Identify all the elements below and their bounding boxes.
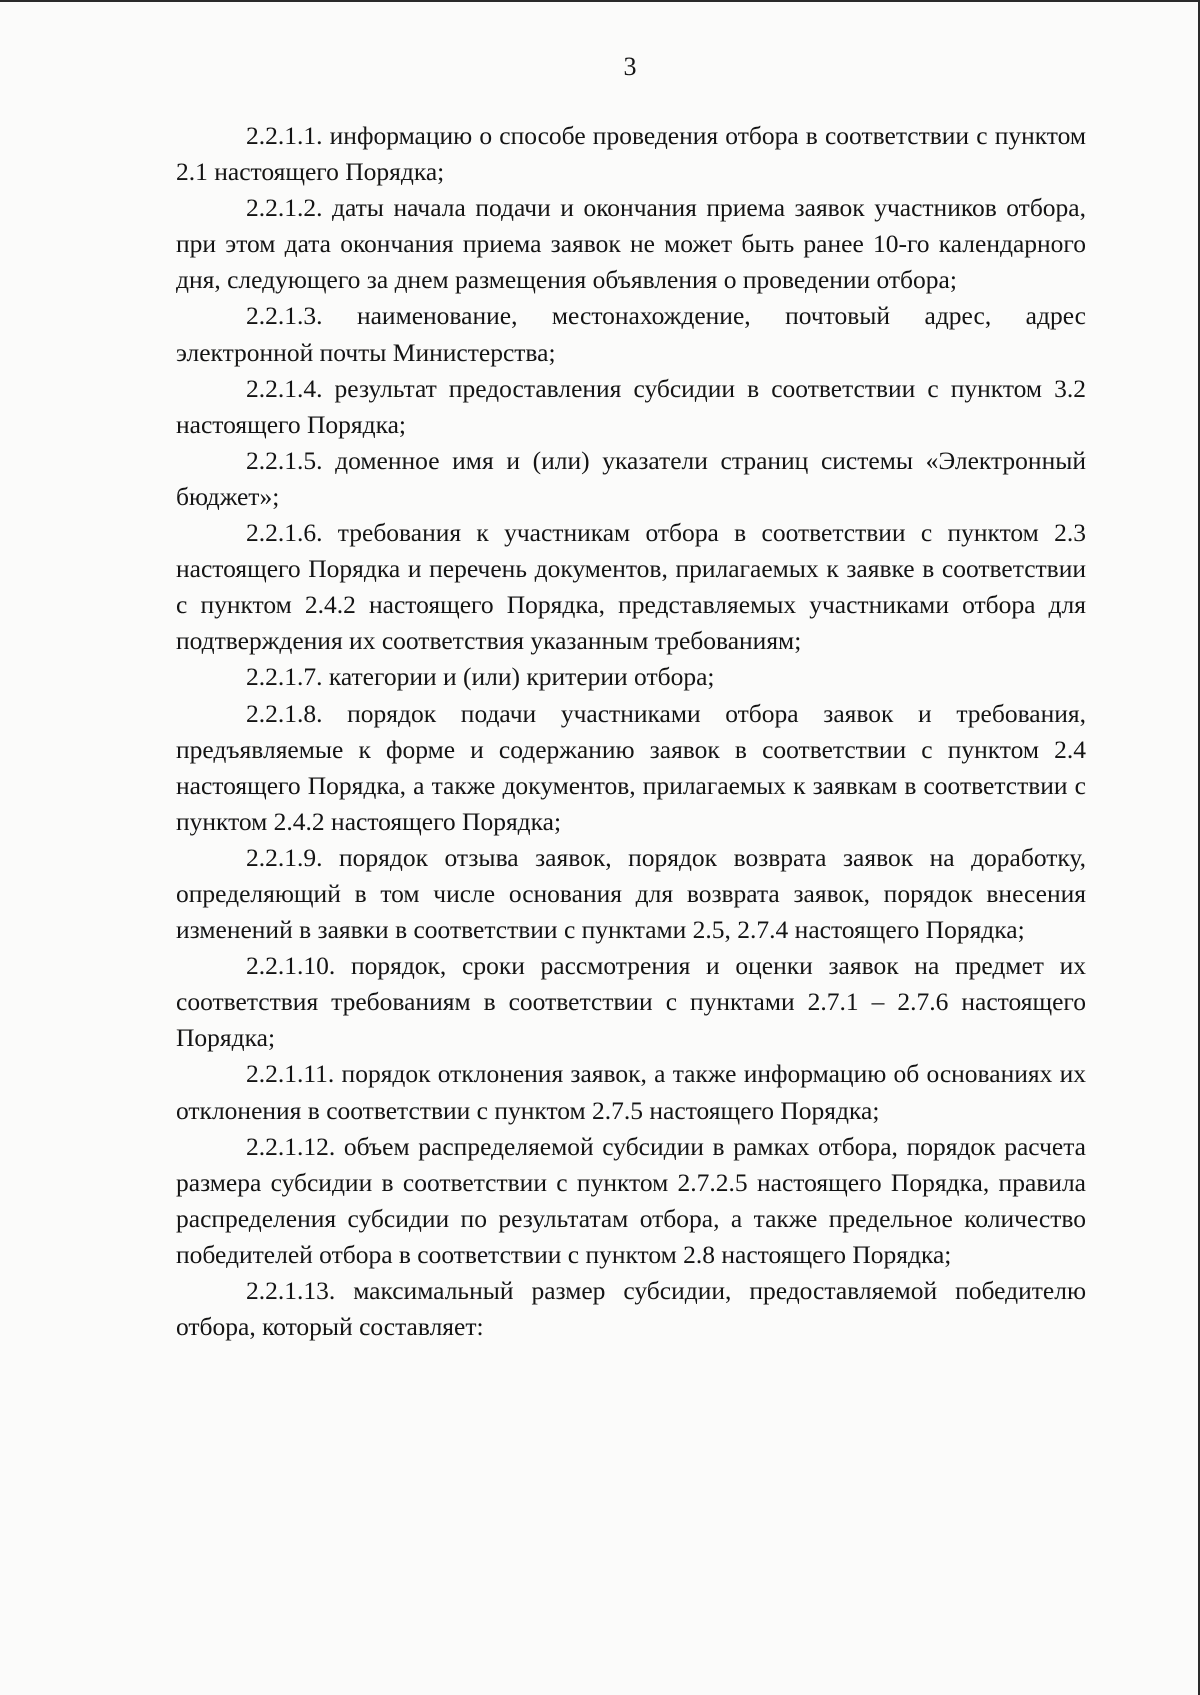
paragraph-2-2-1-3: 2.2.1.3. наименование, местонахождение, почтовый адрес, адрес электронной почты Министерства; xyxy=(176,301,1086,367)
paragraph-2-2-1-10: 2.2.1.10. порядок, сроки рассмотрения и оценки заявок на предмет их соответствия требованиям в соответствии с пунктами 2.7.1 – 2.7.6 настоящего Порядка; xyxy=(176,951,1086,1053)
page-number: 3 xyxy=(623,52,637,81)
paragraph-2-2-1-12: 2.2.1.12. объем распределяемой субсидии в рамках отбора, порядок расчета размера субсидии в соответствии с пунктом 2.7.2.5 настоящего Порядка, правила распределения субсидии по результатам отбора, а также предельное количество победителей отбора в соответствии с пунктом 2.8 настоящего Порядка; xyxy=(176,1131,1086,1269)
paragraph-2-2-1-9: 2.2.1.9. порядок отзыва заявок, порядок возврата заявок на доработку, определяющий в том числе основания для возврата заявок, порядок внесения изменений в заявки в соответствии с пунктами 2.5, 2.7.4 настоящего Порядка; xyxy=(176,842,1086,945)
paragraph-2-2-1-11: 2.2.1.11. порядок отклонения заявок, а также информацию об основаниях их отклонения в соответствии с пунктом 2.7.5 настоящего Порядка; xyxy=(176,1059,1086,1125)
scan-border-top xyxy=(0,0,1200,2)
paragraph-2-2-1-4: 2.2.1.4. результат предоставления субсидии в соответствии с пунктом 3.2 настоящего Порядка; xyxy=(176,373,1086,439)
paragraph-2-2-1-6: 2.2.1.6. требования к участникам отбора в соответствии с пунктом 2.3 настоящего Порядка и перечень документов, прилагаемых к заявке в соответствии с пунктом 2.4.2 настоящего Порядка, представляемых участниками отбора для подтверждения их соответствия указанным требованиям; xyxy=(176,518,1086,656)
paragraph-2-2-1-7: 2.2.1.7. категории и (или) критерии отбора; xyxy=(246,662,715,692)
paragraph-2-2-1-2: 2.2.1.2. даты начала подачи и окончания приема заявок участников отбора, при этом дата окончания приема заявок не может быть ранее 10-го календарного дня, следующего за днем размещения объявления о проведении отбора; xyxy=(176,193,1086,295)
paragraph-2-2-1-13: 2.2.1.13. максимальный размер субсидии, предоставляемой победителю отбора, который составляет: xyxy=(176,1276,1086,1342)
paragraph-2-2-1-8: 2.2.1.8. порядок подачи участниками отбора заявок и требования, предъявляемые к форме и содержанию заявок в соответствии с пунктом 2.4 настоящего Порядка, а также документов, прилагаемых к заявкам в соответствии с пунктом 2.4.2 настоящего Порядка; xyxy=(176,698,1086,836)
document-body xyxy=(176,118,1086,1345)
paragraph-2-2-1-5: 2.2.1.5. доменное имя и (или) указатели страниц системы «Электронный бюджет»; xyxy=(176,445,1086,511)
paragraph-2-2-1-1: 2.2.1.1. информацию о способе проведения отбора в соответствии с пунктом 2.1 настоящего Порядка; xyxy=(176,121,1086,187)
